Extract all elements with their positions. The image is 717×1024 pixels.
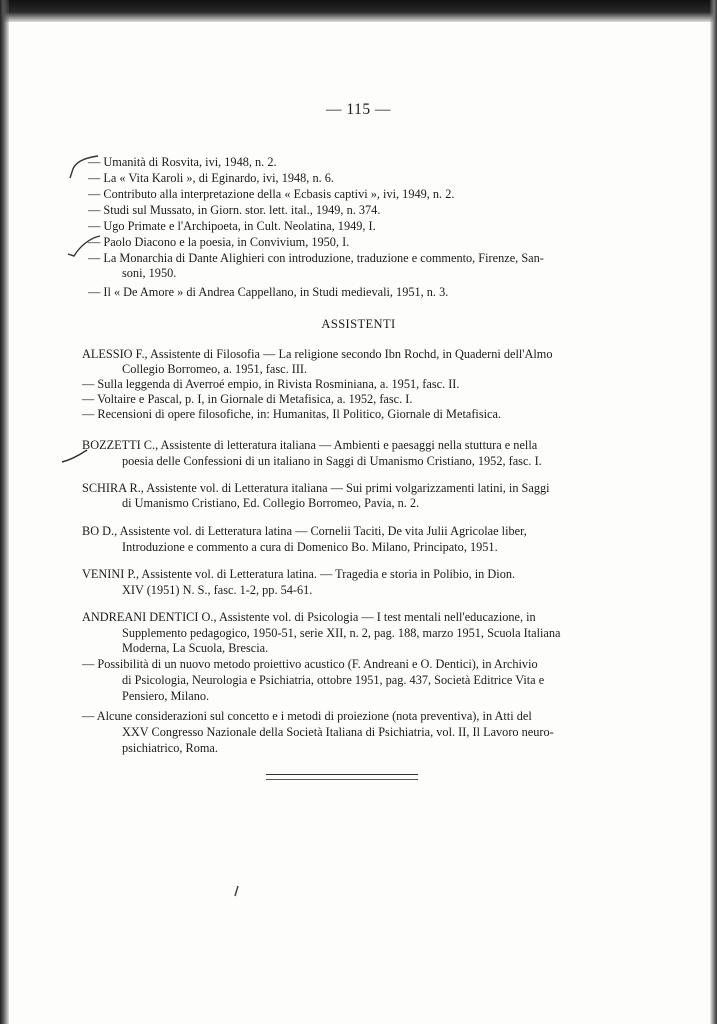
closing-rule [266, 774, 418, 780]
assistant-entry-continuation: Moderna, La Scuola, Brescia. [122, 641, 269, 655]
publication-line: — La « Vita Karoli », di Eginardo, ivi, 1948, n. 6. [88, 171, 334, 185]
assistant-entry-continuation: Collegio Borromeo, a. 1951, fasc. III. [122, 362, 308, 376]
assistant-entry: BO D., Assistente vol. di Letteratura latina — Cornelii Taciti, De vita Julii Agricolae liber, [82, 524, 527, 538]
publication-line: — Umanità di Rosvita, ivi, 1948, n. 2. [88, 155, 277, 169]
assistant-entry: BOZZETTI C., Assistente di letteratura italiana — Ambienti e paesaggi nella stuttura e nella [82, 438, 538, 452]
publication-line: — Contributo alla interpretazione della « Ecbasis captivi », ivi, 1949, n. 2. [88, 187, 455, 201]
scan-right-edge [710, 0, 717, 1024]
assistant-entry: SCHIRA R., Assistente vol. di Letteratura italiana — Sui primi volgarizzamenti latini, in Saggi [82, 481, 550, 495]
assistant-entry: — Possibilità di un nuovo metodo proiettivo acustico (F. Andreani e O. Dentici), in Archivio [82, 657, 538, 671]
assistant-entry: ANDREANI DENTICI O., Assistente vol. di Psicologia — I test mentali nell'educazione, in [82, 610, 536, 624]
publication-line: — Paolo Diacono e la poesia, in Convivium, 1950, I. [88, 235, 350, 249]
assistant-entry-continuation: Introduzione e commento a cura di Domenico Bo. Milano, Principato, 1951. [122, 540, 498, 554]
publication-line: — Ugo Primate e l'Archipoeta, in Cult. Neolatina, 1949, I. [88, 219, 376, 233]
assistant-entry-continuation: Pensiero, Milano. [122, 689, 210, 703]
assistant-entry: — Voltaire e Pascal, p. I, in Giornale di Metafisica, a. 1952, fasc. I. [82, 392, 413, 406]
pencil-check-mark [62, 150, 102, 180]
assistant-entry: — Recensioni di opere filosofiche, in: Humanitas, Il Politico, Giornale di Metafisica. [82, 407, 502, 421]
pencil-stroke [232, 884, 242, 898]
assistant-entry: ALESSIO F., Assistente di Filosofia — La religione secondo Ibn Rochd, in Quaderni dell'Almo [82, 347, 553, 361]
scan-left-edge [0, 0, 9, 1024]
scan-top-edge [0, 0, 717, 22]
assistant-entry-continuation: di Psicologia, Neurologia e Psichiatria, ottobre 1951, pag. 437, Società Editrice Vita e [122, 673, 545, 687]
publication-line-continuation: soni, 1950. [122, 266, 177, 280]
section-title: ASSISTENTI [321, 317, 396, 331]
publication-line: — La Monarchia di Dante Alighieri con introduzione, traduzione e commento, Firenze, San- [88, 251, 544, 265]
assistant-entry-continuation: di Umanismo Cristiano, Ed. Collegio Borromeo, Pavia, n. 2. [122, 496, 420, 510]
assistant-entry-continuation: psichiatrico, Roma. [122, 741, 218, 755]
assistant-entry-continuation: XIV (1951) N. S., fasc. 1-2, pp. 54-61. [122, 583, 313, 597]
assistant-entry-continuation: Supplemento pedagogico, 1950-51, serie XII, n. 2, pag. 188, marzo 1951, Scuola Italiana [122, 626, 561, 640]
publication-line: — Studi sul Mussato, in Giorn. stor. lett. ital., 1949, n. 374. [88, 203, 381, 217]
pencil-check-mark [64, 232, 104, 264]
assistant-entry-continuation: XXV Congresso Nazionale della Società Italiana di Psichiatria, vol. II, Il Lavoro neuro- [122, 725, 554, 739]
page-number: — 115 — [326, 101, 391, 118]
publication-line: — Il « De Amore » di Andrea Cappellano, in Studi medievali, 1951, n. 3. [88, 285, 449, 299]
pencil-check-mark [60, 446, 90, 466]
assistant-entry-continuation: poesia delle Confessioni di un italiano in Saggi di Umanismo Cristiano, 1952, fasc. I. [122, 454, 542, 468]
assistant-entry: VENINI P., Assistente vol. di Letteratura latina. — Tragedia e storia in Polibio, in Dion. [82, 567, 516, 581]
assistant-entry: — Sulla leggenda di Averroé empio, in Rivista Rosminiana, a. 1951, fasc. II. [82, 377, 460, 391]
assistant-entry: — Alcune considerazioni sul concetto e i metodi di proiezione (nota preventiva), in Atti del [82, 709, 532, 723]
